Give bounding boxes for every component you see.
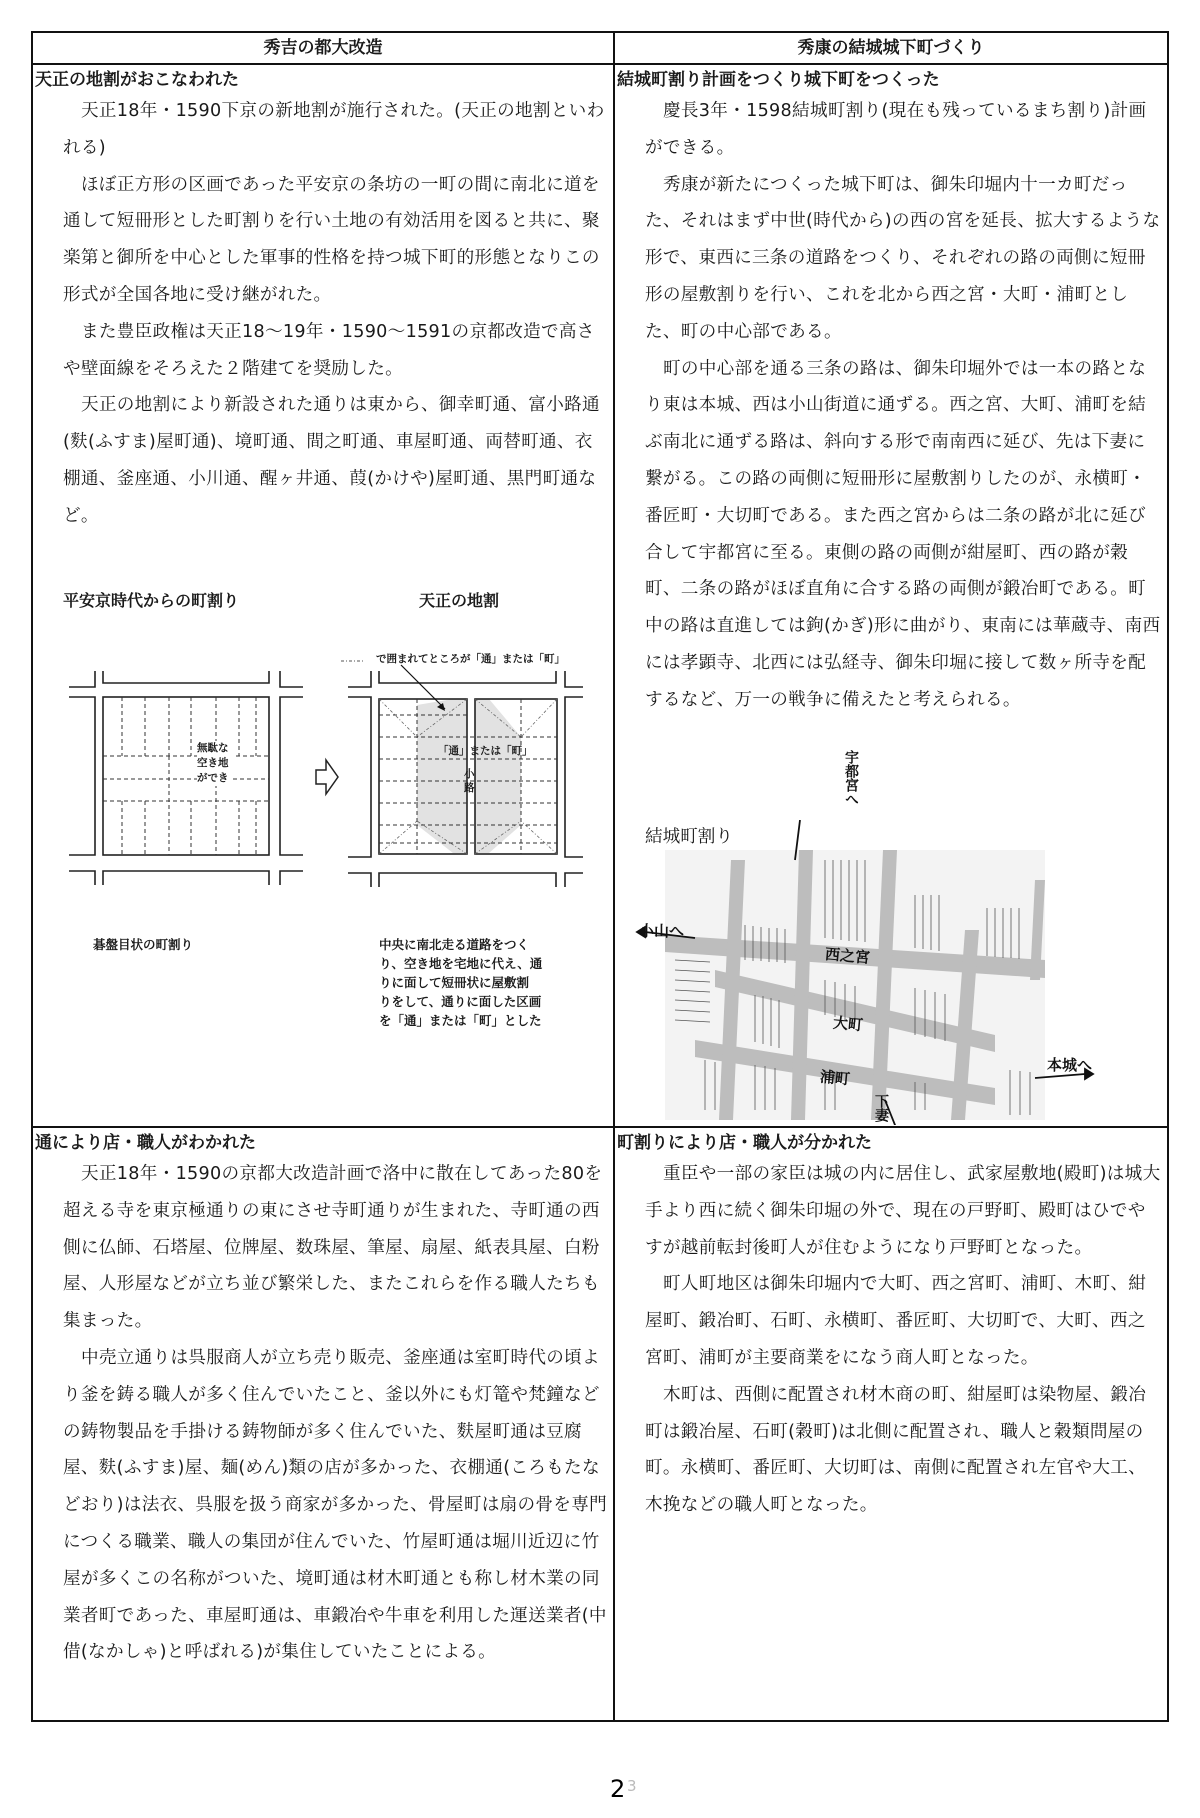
caption-line: り、空き地を宅地に代え、通 [379,956,543,971]
map-label-nishinomiya: 西之宮 [824,945,871,967]
street-label: 「通」または「町」 [438,745,533,757]
diagram-title-heian: 平安京時代からの町割り [63,591,240,610]
alley-label-line: 路 [464,782,475,794]
section-title: 天正の地割がおこなわれた [35,70,239,90]
paragraph: 町の中心部を通る三条の路は、御朱印堀外では一本の路となり東は本城、西は小山街道に通ずる。西之宮、大町、浦町を結ぶ南北に通ずる路は、斜向する形で南南西に延び、先は下妻に繋がる。この路の両側に短冊形に屋敷割りしたのが、永横町・番匠町・大切町である。また西之宮からは二条の路が北に延び合して宇都宮に至る。東側の路の両側が紺屋町、西の路が穀町、二条の路がほぼ直角に合する路の両側が鍛冶町である。町中の路は直進しては鉤(かぎ)形に曲がり、東南には華蔵寺、南西には孝顕寺、北西には弘経寺、御朱印堀に接して数ヶ所寺を配するなど、万一の戦争に備えたと考えられる。 [645,358,1161,710]
cell-hideyasu-machiwari [615,65,1167,1125]
map-caption: 結城町割り [645,827,733,847]
diagram-title-tensho: 天正の地割 [419,591,500,610]
header-right: 秀康の結城城下町づくり [797,38,985,58]
paragraph: 天正18年・1590下京の新地割が施行された。(天正の地割といわれる) [63,101,605,158]
cell-kyoto-shops [33,1128,613,1720]
alley-label-line: 小 [464,768,475,780]
yuki-map [615,750,1167,1125]
paragraph: 木町は、西側に配置され材木商の町、紺屋町は染物屋、鍛冶町は鍛冶屋、石町(穀町)は北側に配置され、職人と穀類問屋の町。永横町、番匠町、大切町は、南側に配置され左官や大工、木挽などの職人町となった。 [645,1384,1147,1516]
map-label-oyama: 小山へ [639,922,685,940]
diagram-legend: で囲まれてところが「通」または「町」 [376,653,565,665]
paragraph: 慶長3年・1598結城町割り(現在も残っているまち割り)計画ができる。 [645,101,1147,158]
yuki-map-svg [615,820,1167,1125]
section-title: 町割りにより店・職人が分かれた [617,1133,872,1153]
caption-grid: 碁盤目状の町割り [93,937,194,952]
next-page-number: 3 [627,1777,637,1795]
cell-hideyoshi-jiwari [33,65,613,1125]
street-area [475,699,521,853]
paragraph: 重臣や一部の家臣は城の内に居住し、武家屋敷地(殿町)は城大手より西に続く御朱印堀の外で、現在の戸野町、殿町はひでやすが越前転封後町人が住むようになり戸野町となった。 [645,1164,1161,1258]
heian-lots [103,697,269,855]
waste-label [197,741,233,786]
heian-grid [69,671,303,885]
map-label-shimotsuma: 下妻 [873,1094,889,1122]
waste-label-line: 無駄な [197,742,229,754]
paragraph: 天正18年・1590の京都大改造計画で洛中に散在してあった80を超える寺を東京極通りの東にさせ寺町通りが生まれた、寺町通の西側に仏師、石塔屋、位牌屋、数珠屋、筆屋、扇屋、紙表具屋、白粉屋、人形屋などが立ち並び繁栄した、またこれらを作る職人たちも集まった。 [63,1164,603,1332]
paragraph: 天正の地割により新設された通りは東から、御幸町通、富小路通(麩(ふすま)屋町通)、境町通、間之町通、車屋町通、両替町通、衣棚通、釜座通、小川通、醒ヶ井通、葭(かけや)屋町通、黒門町通など。 [63,395,600,526]
map-label-omachi: 大町 [832,1013,864,1035]
paragraph: また豊臣政権は天正18〜19年・1590〜1591の京都改造で高さや壁面線をそろえた２階建てを奨励した。 [63,321,595,379]
caption-tensho [379,935,542,1030]
waste-label-line: 空き地 [197,757,229,769]
comparison-table [31,31,1169,1722]
map-label-uramachi: 浦町 [819,1067,851,1089]
map-label-utsunomiya: 宇都宮へ [843,750,859,806]
cell-yuki-shops [615,1128,1167,1720]
jiwari-diagram [33,585,613,1115]
page-number: 2 [610,1775,626,1803]
street-area [417,699,467,853]
caption-line: を「通」または「町」とした [379,1013,542,1028]
caption-line: りをして、通りに面した区画 [379,994,542,1009]
header-left: 秀吉の都大改造 [263,38,383,58]
paragraph: 町人町地区は御朱印堀内で大町、西之宮町、浦町、木町、紺屋町、鍛冶町、石町、永横町、番匠町、大切町で、大町、西之宮町、浦町が主要商業をになう商人町となった。 [645,1274,1147,1368]
section-title: 結城町割り計画をつくり城下町をつくった [617,70,940,90]
legend-pointer [401,665,445,709]
paragraph: 中売立通りは呉服商人が立ち売り販売、釜座通は室町時代の頃より釜を鋳る職人が多く住んでいたこと、釜以外にも灯篭や梵鐘などの鋳物製品を手掛ける鋳物師が多く住んでいた、麩屋町通は豆腐屋、麩(ふすま)屋、麺(めん)類の店が多かった、衣棚通(ころもたなどおり)は法衣、呉服を扱う商家が多かった、骨屋町は扇の骨を専門につくる職業、職人の集団が住んでいた、竹屋町通は堀川近辺に竹屋が多くこの名称がついた、境町通は材木町通とも称し材木業の同業者町であった、車屋町通は、車鍛冶や牛車を利用した運送業者(中借(なかしゃ)と呼ばれる)が集住していたことによる。 [63,1347,607,1663]
paragraph: ほぼ正方形の区画であった平安京の条坊の一町の間に南北に道を通して短冊形とした町割りを行い土地の有効活用を図ると共に、聚楽第と御所を中心とした軍事的性格を持つ城下町的形態となりこの形式が全国各地に受け継がれた。 [63,174,600,305]
alley-label [464,767,475,795]
caption-line: りに面して短冊状に屋敷割 [379,975,530,990]
map-label-honjo: 本城へ [1047,1056,1093,1074]
right-arrow-outline-icon [316,760,338,794]
waste-label-line: ができ [197,772,229,784]
paragraph: 秀康が新たにつくった城下町は、御朱印堀内十一カ町だった、それはまず中世(時代から)の西の宮を延長、拡大するような形で、東西に三条の道路をつくり、それぞれの路の両側に短冊形の屋敷割りを行い、これを北から西之宮・大町・浦町とした、町の中心部である。 [645,174,1161,342]
caption-line: 中央に南北走る道路をつく [379,937,530,952]
jiwari-diagram-svg [33,625,613,945]
section-title: 通により店・職人がわかれた [35,1133,256,1153]
